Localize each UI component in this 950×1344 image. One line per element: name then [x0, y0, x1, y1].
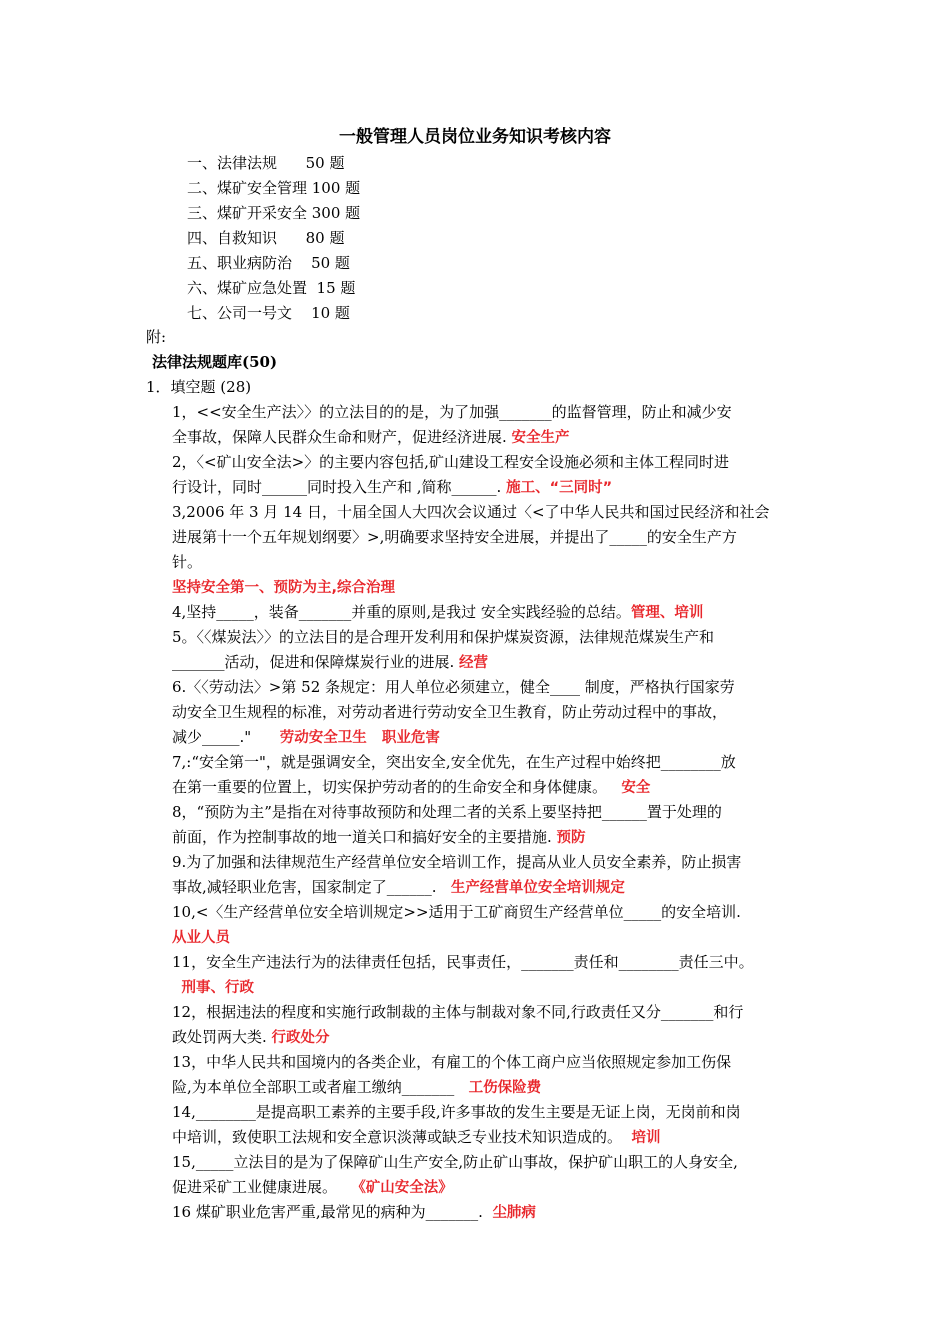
question-line — [172, 550, 817, 575]
question-text: 13，中华人民共和国境内的各类企业，有雇工的个体工商户应当依照规定参加工伤保 — [172, 1053, 732, 1071]
question-line — [172, 800, 817, 825]
answer-text: 从业人员 — [172, 930, 230, 946]
question-text: _______活动，促进和保障煤炭行业的进展. — [172, 653, 460, 671]
question-line — [172, 1000, 817, 1025]
question-text: 4,坚持_____，装备_______并重的原则,是我过 安全实践经验的总结。 — [172, 603, 631, 621]
answer-text: 坚持安全第一、预防为主,综合治理 — [172, 580, 396, 596]
question-line — [172, 1075, 817, 1100]
question-text: 9.为了加强和法律规范生产经营单位安全培训工作，提高从业人员安全素养，防止损害 — [172, 853, 742, 871]
question-line — [172, 600, 817, 625]
question-text: 2，〈<矿山安全法>〉的主要内容包括,矿山建设工程安全设施必须和主体工程同时进 — [172, 453, 729, 471]
question-text: 减少_____." — [172, 728, 280, 746]
question-line — [172, 825, 817, 850]
question-text: 8，“预防为主”是指在对待事故预防和处理二者的关系上要坚持把______置于处理的 — [172, 803, 722, 821]
question-text: 中培训，致使职工法规和安全意识淡薄或缺乏专业技术知识造成的。 — [172, 1128, 632, 1146]
answer-text: 刑事、行政 — [181, 980, 255, 996]
answer-text: 劳动安全卫生 职业危害 — [279, 730, 440, 746]
question-line — [172, 400, 817, 425]
outline-item: 六、煤矿应急处置 15 题 — [187, 279, 356, 297]
answer-text: 经营 — [459, 655, 489, 671]
question-text: 11，安全生产违法行为的法律责任包括，民事责任，_______责任和________责任三中。 — [172, 953, 754, 971]
question-line — [172, 575, 817, 600]
question-line — [172, 1050, 817, 1075]
question-line — [172, 475, 817, 500]
appendix-label: 附: — [146, 328, 167, 346]
question-line — [172, 725, 817, 750]
question-line — [172, 775, 817, 800]
content-outline — [187, 151, 360, 326]
question-text: 15,_____立法目的是为了保障矿山生产安全,防止矿山事故，保护矿山职工的人身安全, — [172, 1153, 738, 1171]
question-text: 全事故，保障人民群众生命和财产，促进经济进展. — [172, 428, 512, 446]
question-text: 14,________是提高职工素养的主要手段,许多事故的发生主要是无证上岗，无岗前和岗 — [172, 1103, 741, 1121]
question-line — [172, 625, 817, 650]
question-line — [172, 1100, 817, 1125]
answer-text: 行政处分 — [271, 1030, 330, 1046]
answer-text: 施工、“三同时” — [506, 480, 613, 496]
question-text: 事故,减轻职业危害，国家制定了______. — [172, 878, 451, 896]
outline-item: 三、煤矿开采安全 300 题 — [187, 204, 361, 222]
question-line — [172, 975, 817, 1000]
question-line — [172, 850, 817, 875]
question-text: 行设计，同时______同时投入生产和 ,简称______. — [172, 478, 507, 496]
question-text: 6.〈〈劳动法〉>第 52 条规定：用人单位必须建立，健全____ 制度，严格执行国家劳 — [172, 678, 735, 696]
answer-text: 管理、培训 — [630, 605, 704, 621]
question-list — [172, 400, 817, 1225]
question-line — [172, 675, 817, 700]
answer-text: 安全生产 — [511, 430, 570, 446]
question-text: 针。 — [172, 553, 203, 571]
answer-text: 安全 — [621, 780, 651, 796]
outline-item: 一、法律法规 50 题 — [187, 154, 345, 172]
question-text: 10,<〈生产经营单位安全培训规定>>适用于工矿商贸生产经营单位_____的安全培训. — [172, 903, 741, 921]
question-line — [172, 700, 817, 725]
outline-item: 四、自救知识 80 题 — [187, 229, 345, 247]
question-line — [172, 650, 817, 675]
question-line — [172, 900, 817, 925]
answer-text: 工伤保险费 — [468, 1080, 542, 1096]
question-text: 7,:“安全第一"，就是强调安全，突出安全,安全优先，在生产过程中始终把________放 — [172, 753, 736, 771]
question-text: 动安全卫生规程的标准，对劳动者进行劳动安全卫生教育，防止劳动过程中的事故， — [172, 703, 728, 721]
question-line — [172, 750, 817, 775]
question-text: 3,2006 年 3 月 14 日，十届全国人大四次会议通过〈<了中华人民共和国过民经济和社会 — [172, 503, 770, 521]
question-line — [172, 1150, 817, 1175]
question-text: 在第一重要的位置上，切实保护劳动者的的生命安全和身体健康。 — [172, 778, 622, 796]
question-text: 16 煤矿职业危害严重,最常见的病种为_______. — [172, 1203, 493, 1221]
answer-text: 《矿山安全法》 — [351, 1180, 453, 1196]
question-text: 12，根据违法的程度和实施行政制裁的主体与制裁对象不同,行政责任又分_______和行 — [172, 1003, 744, 1021]
answer-text: 生产经营单位安全培训规定 — [450, 880, 625, 896]
question-line — [172, 525, 817, 550]
outline-item: 七、公司一号文 10 题 — [187, 304, 350, 322]
question-line — [172, 1175, 817, 1200]
question-text: 前面，作为控制事故的地一道关口和搞好安全的主要措施. — [172, 828, 557, 846]
question-line — [172, 1025, 817, 1050]
subsection-heading: 1．填空题 (28) — [146, 378, 252, 396]
question-line — [172, 1125, 817, 1150]
question-line — [172, 1200, 817, 1225]
answer-text: 尘肺病 — [492, 1205, 536, 1221]
question-text: 进展第十一个五年规划纲要〉>,明确要求坚持安全进展，并提出了_____的安全生产方 — [172, 528, 737, 546]
document-title: 一般管理人员岗位业务知识考核内容 — [339, 127, 611, 147]
section-heading: 法律法规题库(50) — [152, 353, 278, 371]
question-line — [172, 950, 817, 975]
outline-item: 二、煤矿安全管理 100 题 — [187, 179, 361, 197]
question-line — [172, 500, 817, 525]
question-text: 政处罚两大类. — [172, 1028, 272, 1046]
question-text — [172, 978, 182, 996]
answer-text: 培训 — [631, 1130, 661, 1146]
question-text: 险,为本单位全部职工或者雇工缴纳_______ — [172, 1078, 469, 1096]
answer-text: 预防 — [556, 830, 586, 846]
outline-item: 五、职业病防治 50 题 — [187, 254, 350, 272]
question-text: 5。〈〈煤炭法〉〉的立法目的是合理开发利用和保护煤炭资源，法律规范煤炭生产和 — [172, 628, 715, 646]
question-text: 促进采矿工业健康进展。 — [172, 1178, 352, 1196]
question-line — [172, 875, 817, 900]
question-line — [172, 450, 817, 475]
question-text: 1，<<安全生产法〉〉的立法目的的是，为了加强_______的监督管理，防止和减少安 — [172, 403, 732, 421]
question-line — [172, 425, 817, 450]
question-line — [172, 925, 817, 950]
